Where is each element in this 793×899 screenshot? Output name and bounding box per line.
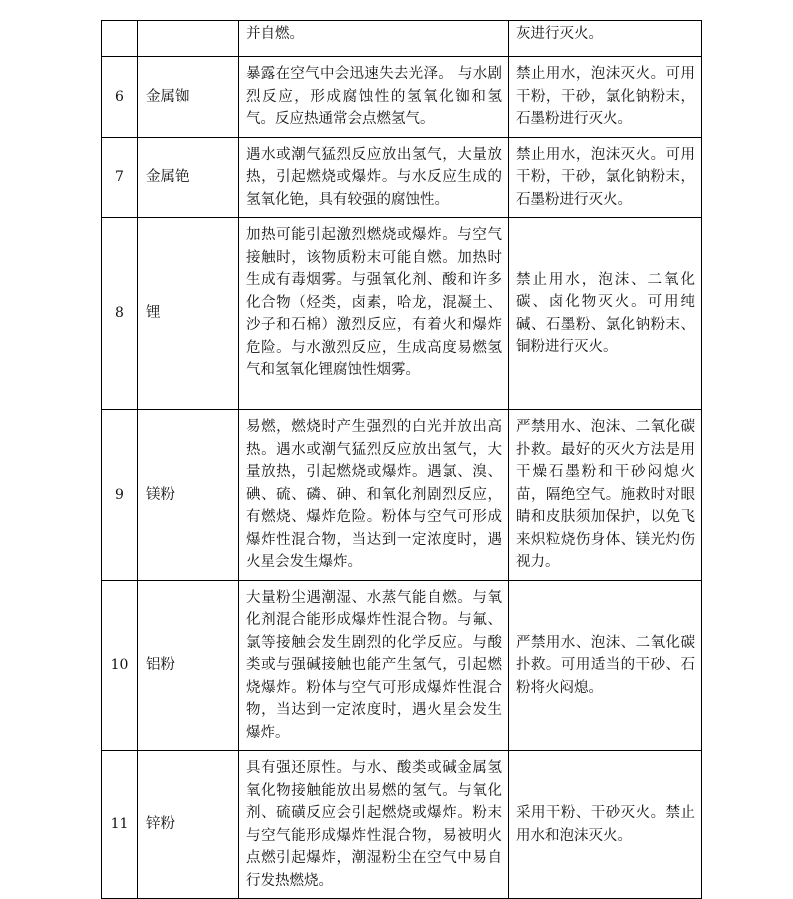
- hazard-description: 遇水或潮气猛烈反应放出氢气，大量放热，引起燃烧或爆炸。与水反应生成的氢氧化铯，具有较强的腐蚀性。: [239, 137, 509, 218]
- extinguishing-method: 严禁用水、泡沫、二氧化碳扑救。最好的灭火方法是用干燥石墨粉和干砂闷熄火苗，隔绝空气。施救时对眼睛和皮肤须加保护，以免飞来炽粒烧伤身体、镁光灼伤视力。: [509, 410, 702, 581]
- table-row: [102, 410, 702, 581]
- hazard-description: 大量粉尘遇潮湿、水蒸气能自燃。与氧化剂混合能形成爆炸性混合物。与氟、氯等接触会发生剧烈的化学反应。与酸类或与强碱接触也能产生氢气，引起燃烧爆炸。粉体与空气可形成爆炸性混合物，当达到一定浓度时，遇火星会发生爆炸。: [239, 580, 509, 751]
- extinguishing-method: 禁止用水，泡沫灭火。可用干粉，干砂，氯化钠粉末，石墨粉进行灭火。: [509, 57, 702, 138]
- table-row: [102, 21, 702, 57]
- extinguishing-method: 禁止用水，泡沫、二氧化碳、卤化物灭火。可用纯碱、石墨粉、氯化钠粉末、铜粉进行灭火。: [509, 218, 702, 410]
- hazard-description: 暴露在空气中会迅速失去光泽。 与水剧烈反应，形成腐蚀性的氢氧化铷和氢气。反应热通常会点燃氢气。: [239, 57, 509, 138]
- row-number: [102, 21, 138, 57]
- row-number: 9: [102, 410, 138, 581]
- substance-name: 金属铯: [138, 137, 239, 218]
- hazard-description: 具有强还原性。与水、酸类或碱金属氢氧化物接触能放出易燃的氢气。与氧化剂、硫磺反应会引起燃烧或爆炸。粉末与空气能形成爆炸性混合物，易被明火点燃引起爆炸，潮湿粉尘在空气中易自行发热燃烧。: [239, 751, 509, 899]
- row-number: 8: [102, 218, 138, 410]
- table-row: [102, 751, 702, 899]
- row-number: 7: [102, 137, 138, 218]
- table-row: [102, 137, 702, 218]
- substance-name: 镁粉: [138, 410, 239, 581]
- substance-name: 锂: [138, 218, 239, 410]
- hazard-description: 加热可能引起激烈燃烧或爆炸。与空气接触时，该物质粉末可能自燃。加热时生成有毒烟雾。与强氧化剂、酸和许多化合物（烃类，卤素，哈龙，混凝土、沙子和石棉）激烈反应，有着火和爆炸危险。与水激烈反应，生成高度易燃氢气和氢氧化锂腐蚀性烟雾。: [239, 218, 509, 410]
- hazard-description: 并自燃。: [239, 21, 509, 57]
- substance-name: [138, 21, 239, 57]
- row-number: 6: [102, 57, 138, 138]
- substance-name: 铝粉: [138, 580, 239, 751]
- substance-name: 金属铷: [138, 57, 239, 138]
- table-row: [102, 218, 702, 410]
- table-row: [102, 57, 702, 138]
- row-number: 10: [102, 580, 138, 751]
- extinguishing-method: 灰进行灭火。: [509, 21, 702, 57]
- substance-name: 锌粉: [138, 751, 239, 899]
- hazard-table: [101, 20, 702, 899]
- extinguishing-method: 采用干粉、干砂灭火。禁止用水和泡沫灭火。: [509, 751, 702, 899]
- hazard-description: 易燃，燃烧时产生强烈的白光并放出高热。遇水或潮气猛烈反应放出氢气，大量放热，引起燃烧或爆炸。遇氯、溴、碘、硫、磷、砷、和氧化剂剧烈反应，有燃烧、爆炸危险。粉体与空气可形成爆炸性混合物，当达到一定浓度时，遇火星会发生爆炸。: [239, 410, 509, 581]
- extinguishing-method: 严禁用水、泡沫、二氧化碳扑救。可用适当的干砂、石粉将火闷熄。: [509, 580, 702, 751]
- table-row: [102, 580, 702, 751]
- row-number: 11: [102, 751, 138, 899]
- extinguishing-method: 禁止用水，泡沫灭火。可用干粉，干砂，氯化钠粉末，石墨粉进行灭火。: [509, 137, 702, 218]
